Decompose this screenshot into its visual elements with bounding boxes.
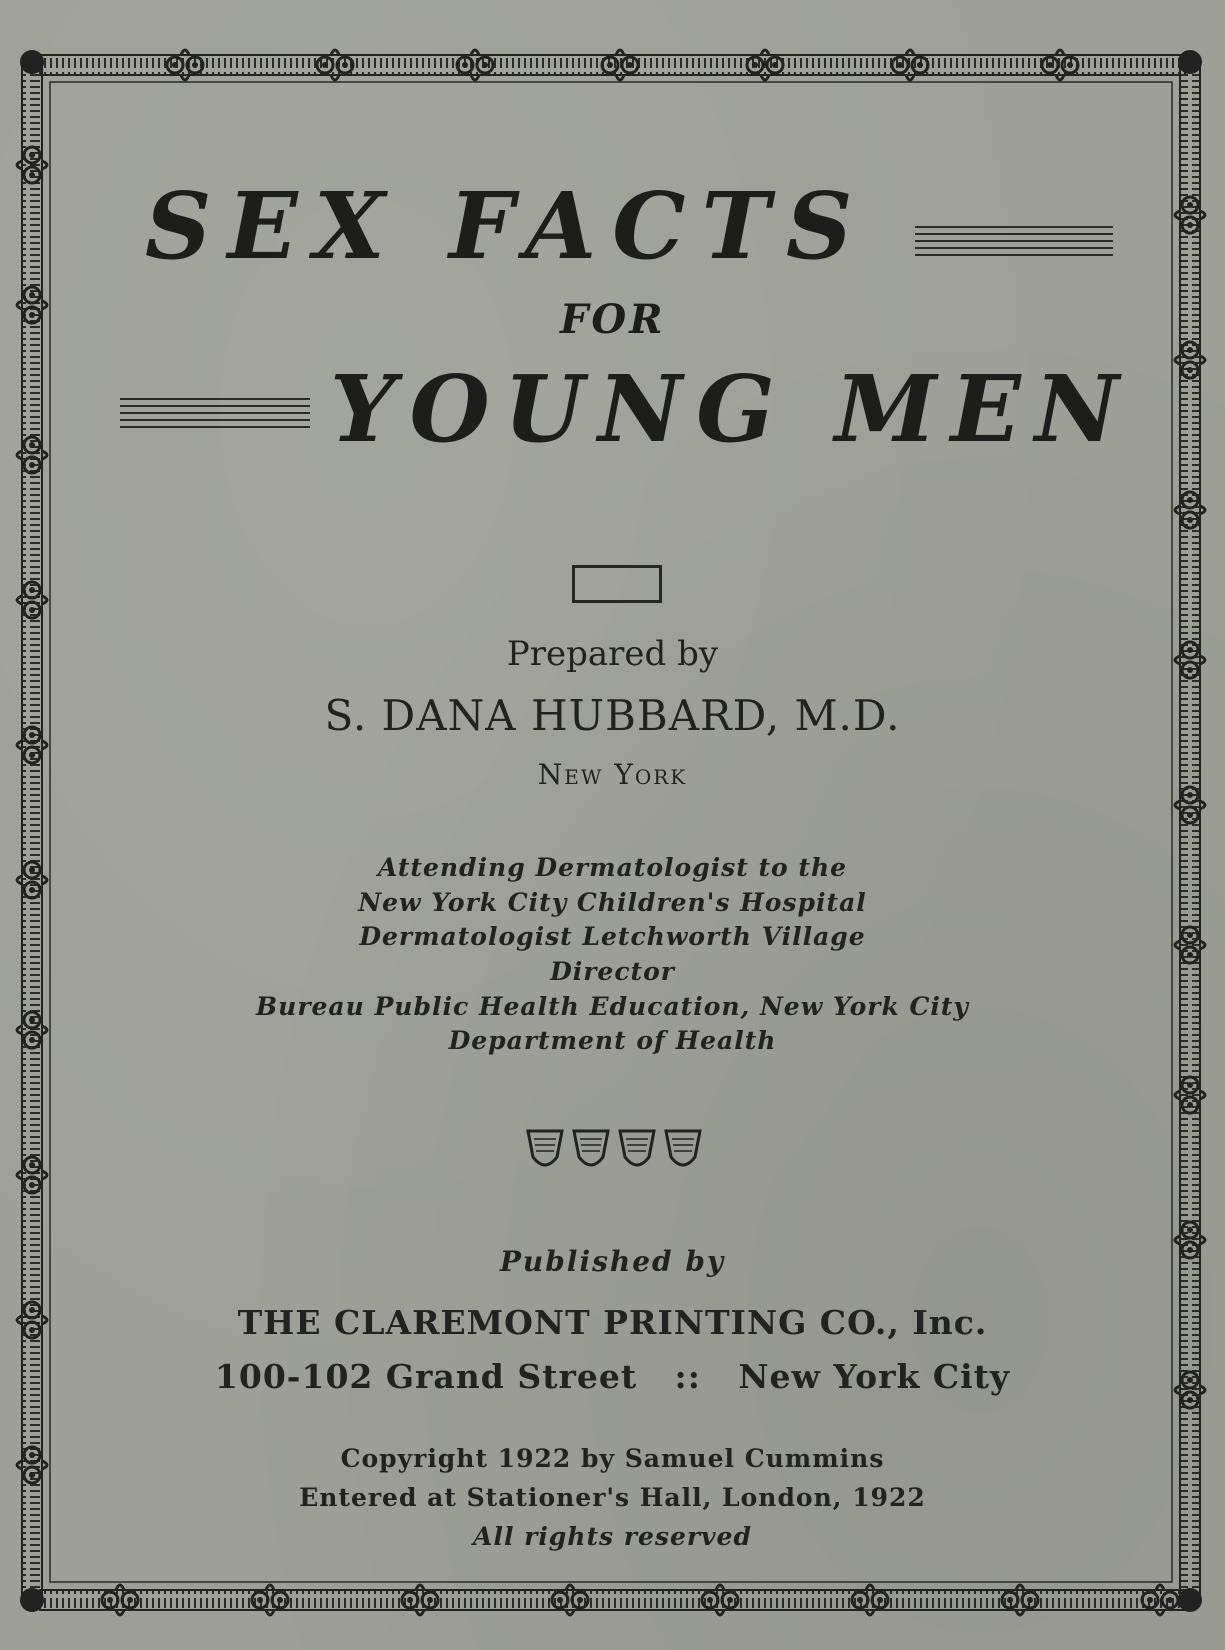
title-line-for: FOR: [560, 296, 666, 343]
four-drop-ornament-icon: [522, 1125, 712, 1175]
publisher-address: 100-102 Grand Street :: New York City: [214, 1357, 1011, 1396]
credential-line: Attending Dermatologist to the: [377, 853, 848, 882]
publisher-name: THE CLAREMONT PRINTING CO., Inc.: [237, 1303, 988, 1342]
title-line-young-men: YOUNG MEN: [330, 355, 1133, 463]
credential-line: Dermatologist Letchworth Village: [359, 922, 866, 951]
credential-line: New York City Children's Hospital: [358, 888, 867, 917]
prepared-by-label: Prepared by: [506, 634, 719, 674]
copyright-line: Copyright 1922 by Samuel Cummins: [340, 1444, 885, 1473]
title-rule-left: [120, 398, 310, 433]
stationers-hall-line: Entered at Stationer's Hall, London, 1922: [299, 1483, 926, 1512]
rectangle-ornament-icon: [572, 565, 662, 603]
credential-line: Department of Health: [448, 1026, 777, 1055]
title-line-sex-facts: SEX FACTS: [145, 172, 869, 280]
credential-line: Bureau Public Health Education, New York City: [256, 992, 969, 1021]
title-rule-right: [915, 226, 1113, 261]
published-by-label: Published by: [499, 1245, 726, 1278]
author-name: S. DANA HUBBARD, M.D.: [324, 691, 901, 740]
author-city: New York: [537, 758, 688, 791]
credential-line: Director: [550, 957, 675, 986]
rights-reserved-line: All rights reserved: [473, 1522, 752, 1551]
